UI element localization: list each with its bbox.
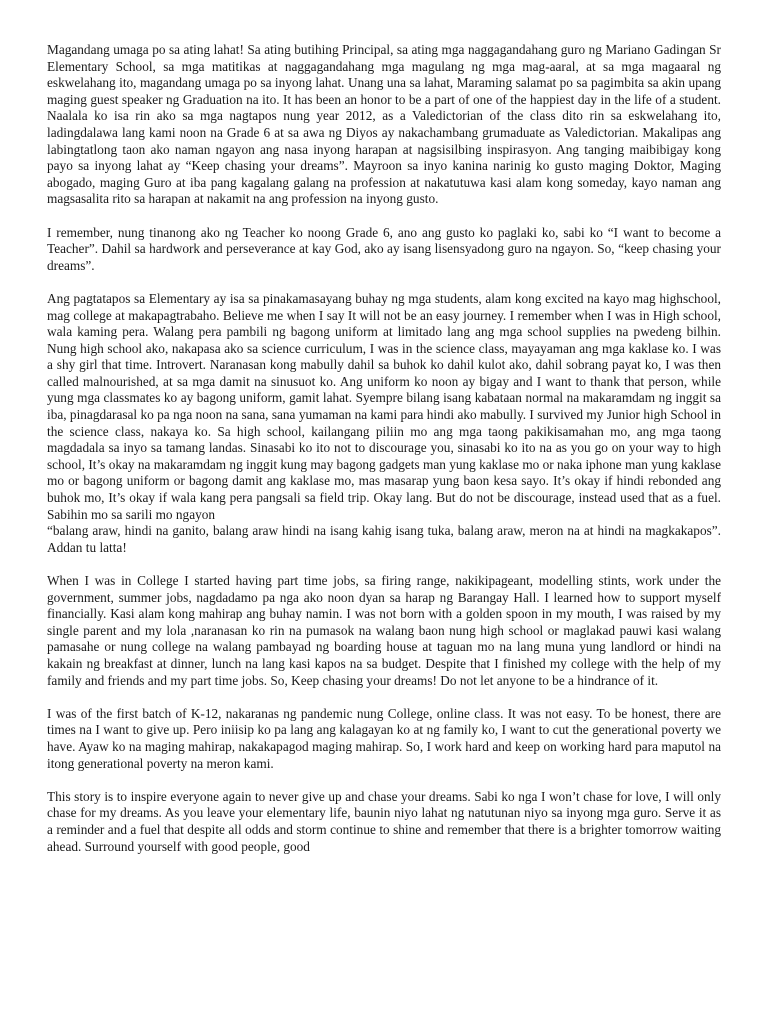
paragraph-inspire: This story is to inspire everyone again to never give up and chase your dreams. Sabi ko nga I won’t chase for love, I will only chase for my dreams. As you leave your elementary life, baunin niyo lahat ng natutunan niyo sa inyong mga guro. Serve it as a reminder and a fuel that despite all odds and storm continue to shine and remember that there is a brighter tomorrow waiting ahead. Surround yourself with good people, good: [47, 788, 721, 854]
paragraph-teacher-dream: I remember, nung tinanong ako ng Teacher ko noong Grade 6, ano ang gusto ko paglaki ko, sabi ko “I want to become a Teacher”. Dahil sa hardwork and perseverance at kay God, ako ay isang lisensyadong guro na ngayon. So, “keep chasing your dreams”.: [47, 224, 721, 273]
paragraph-high-school: Ang pagtatapos sa Elementary ay isa sa pinakamasayang buhay ng mga students, alam kong excited na kayo mag highschool, mag college at makapagtrabaho. Believe me when I say It will not be an easy journey. I remember when I was in High school, wala kaming pera. Walang pera pambili ng bagong uniform at limitado lang ang mga school supplies na pwedeng bilhin. Nung high school ako, nakapasa ako sa science curriculum, I was in the science class, mayayaman ang mga kaklase ko. I was a shy girl that time. Introvert. Naranasan kong mabully dahil sa buhok ko dahil kulot ako, dahil sobrang payat ko, I was then called malnourished, at sa mga damit na sinusuot ko. Ang uniform ko noon ay bigay and I want to thank that person, while yung mga classmates ko ay bagong uniform, gamit lahat. Syempre bilang isang kabataan normal na makaramdam ng inggit sa iba, pinagdarasal ko pa nga noon na sana, sana yumaman na kami para hindi ako mabully. I survived my Junior high School in the science class, nakaya ko. Sa high school, kailangang piliin mo ang mga taong pakikisamahan mo, ang mga taong magdadala sa inyo sa tamang landas. Sinasabi ko ito not to discourage you, sinasabi ko ito na as you go on your way to high school, It’s okay na makaramdam ng inggit kung may bagong gadgets man yung kaklase mo or naka iphone man yung kaklase mo or bagong uniform or bagong damit ang kaklase mo, mas masarap yung baon kesa sayo. It’s okay if hindi rebonded ang buhok mo, It’s okay if wala kang pera pangsali sa field trip. Okay lang. But do not be discourage, instead used that as a fuel. Sabihin mo sa sarili mo ngayon “balang araw, hindi na ganito, balang araw hindi na isang kahig isang tuka, balang araw, meron na at hindi na magkakapos”. Addan tu latta!: [47, 290, 721, 555]
paragraph-welcome: Magandang umaga po sa ating lahat! Sa ating butihing Principal, sa ating mga naggagandahang guro ng Mariano Gadingan Sr Elementary School, sa mga matitikas at naggagandahang mga magulang ng mga mag-aaral, at sa mga magaaral ng eskwelahang ito, magandang umaga po sa inyong lahat. Unang una sa lahat, Maraming salamat po sa pagimbita sa akin upang maging guest speaker ng Graduation na ito. It has been an honor to be a part of one of the happiest day in the life of a student. Naalala ko isa rin ako sa mga nagtapos nung year 2012, as a Valedictorian of the class dito rin sa eskwelahang ito, ladingdalawa lang kami noon na Grade 6 at sa awa ng Diyos ay nakachambang grumaduate as Valedictorian. Makalipas ang labingtatlong taon ako naman ngayon ang nasa inyong harapan at nagsisilbing inspirasyon. Ang tanging maibibigay kong payo sa inyong lahat ay “Keep chasing your dreams”. Mayroon sa inyo kanina narinig ko gusto maging Doktor, Maging abogado, maging Guro at iba pang kagalang galang na profession at nakatutuwa kasi alam kong someday, kayo naman ang magsasalita rito sa harapan at nakamit na ang profession na inyong gusto.: [47, 42, 721, 207]
paragraph-k12: I was of the first batch of K-12, nakaranas ng pandemic nung College, online class. It was not easy. To be honest, there are times na I want to give up. Pero iniisip ko pa lang ang kalagayan ko at ng family ko, I want to cut the generational poverty we have. Ayaw ko na maging mahirap, nakakapagod maging mahirap. So, I work hard and keep on working hard para maputol na itong generational poverty na meron kami.: [47, 705, 721, 771]
document-page: [47, 42, 721, 1024]
paragraph-college: When I was in College I started having part time jobs, sa firing range, nakikipageant, modelling stints, work under the government, summer jobs, nagdadamo pa nga ako noon dyan sa harap ng Barangay Hall. I learned how to support myself financially. Kasi alam kong mahirap ang buhay namin. I was not born with a golden spoon in my mouth, I was raised by my single parent and my lola ,naranasan ko rin na pumasok na walang baon nung high school or maglakad pauwi kasi walang pamasahe or nung college na walang pambayad ng boarding house at taguan mo na lang muna yung landlord or hindi na kakain ng breakfast at dinner, lunch na lang kasi kapos na sa budget. Despite that I finished my college with the help of my family and friends and my part time jobs. So, Keep chasing your dreams! Do not let anyone to be a hindrance of it.: [47, 573, 721, 688]
